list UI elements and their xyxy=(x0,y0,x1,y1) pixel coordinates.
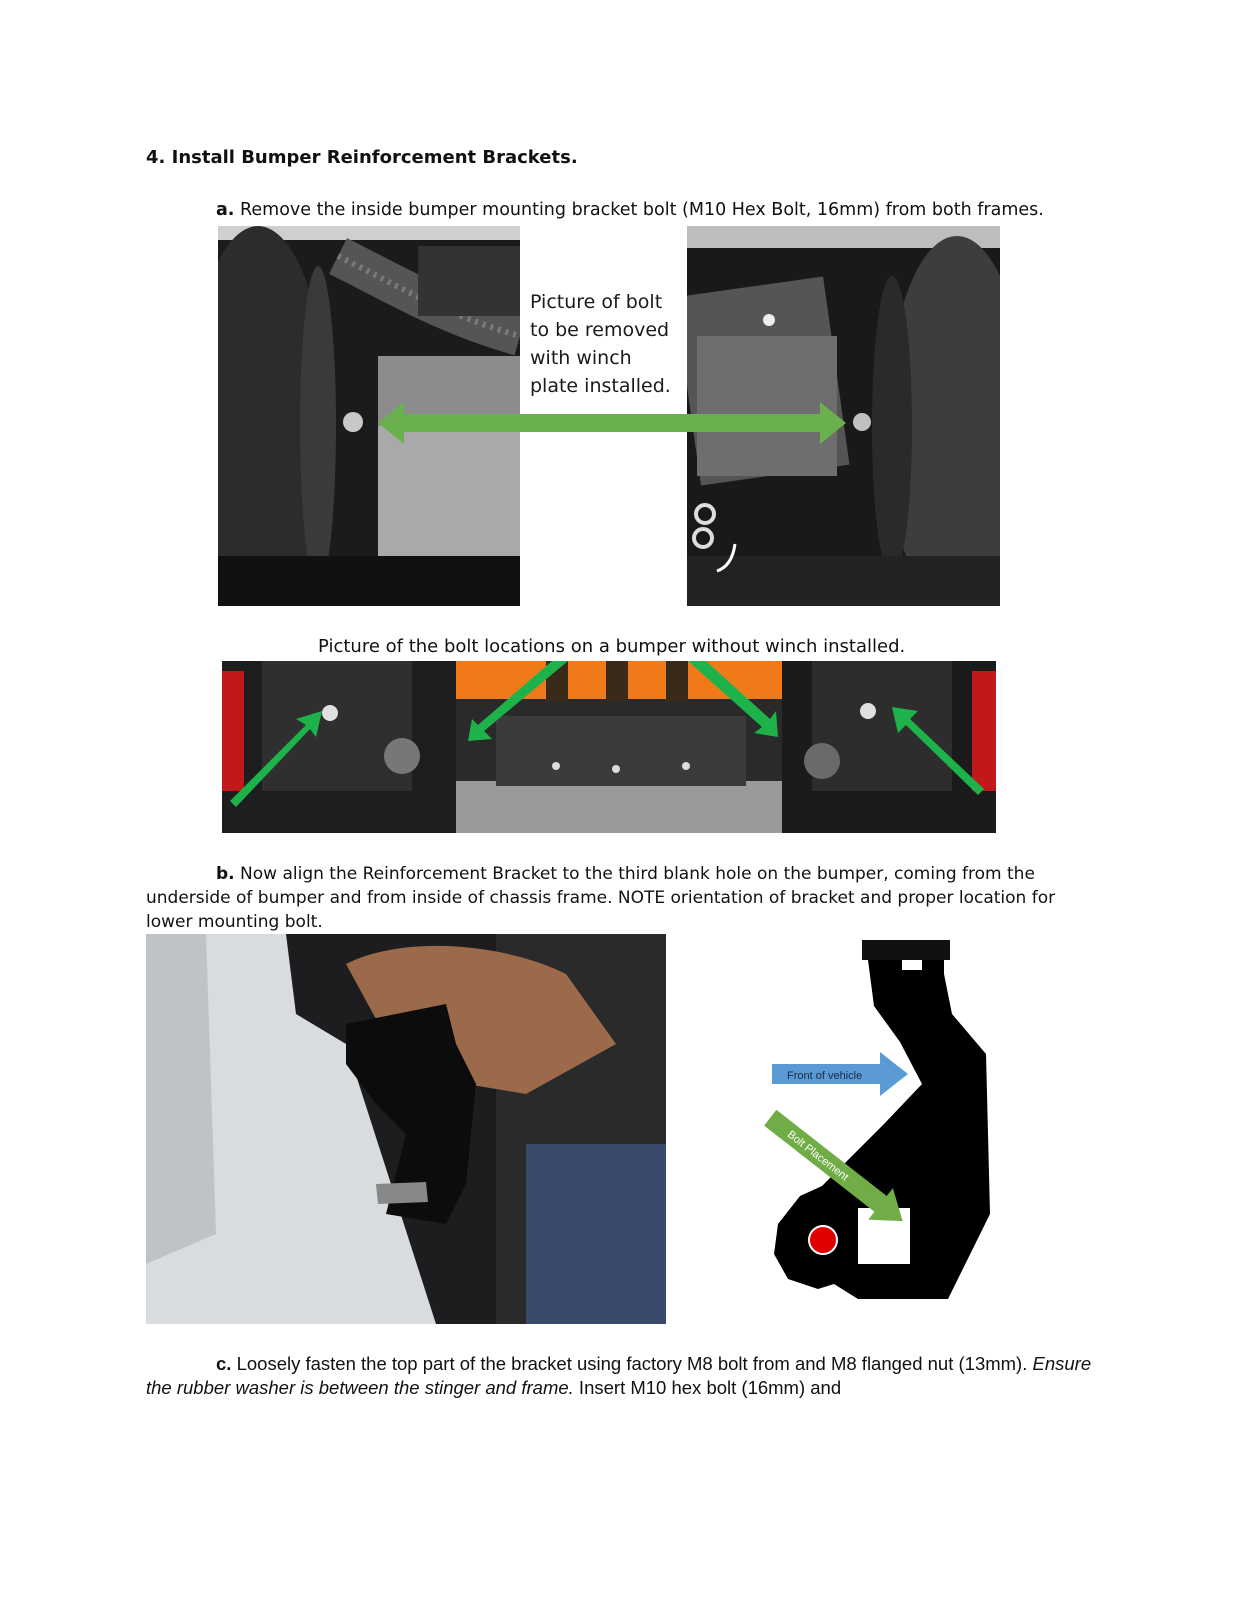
callout-line: Picture of bolt xyxy=(530,291,663,313)
left-bolt-location-photo xyxy=(222,661,456,833)
section-heading: 4. Install Bumper Reinforcement Brackets. xyxy=(146,147,578,168)
step-b-label: b. xyxy=(216,864,235,884)
front-of-vehicle-label: Front of vehicle xyxy=(787,1070,863,1082)
bracket-top-tab xyxy=(862,940,950,960)
step-c-body2: Insert M10 hex bolt (16mm) and xyxy=(573,1377,842,1398)
without-winch-caption: Picture of the bolt locations on a bumper without winch installed. xyxy=(318,636,906,657)
bolt-marker xyxy=(809,1226,837,1254)
step-c-body1: Loosely fasten the top part of the bracket using factory M8 bolt from and M8 flanged nut (13mm). xyxy=(231,1353,1033,1374)
step-a-text xyxy=(216,200,1044,220)
step-a-label: a. xyxy=(216,200,235,220)
bolt-callout xyxy=(530,288,671,400)
center-bolt-location-photo xyxy=(456,661,782,833)
callout-line: to be removed xyxy=(530,319,670,341)
callout-line: plate installed. xyxy=(530,375,671,397)
step-b-text xyxy=(146,862,1076,934)
bolt-placement-label: Bolt Placement xyxy=(784,1128,851,1184)
step-c-italic: Ensure the rubber washer is between the stinger and frame. xyxy=(146,1353,1092,1398)
right-bolt-location-photo xyxy=(782,661,996,833)
bracket-diagram xyxy=(668,934,998,1314)
callout-line: with winch xyxy=(530,347,632,369)
step-c-label: c. xyxy=(216,1353,232,1374)
bracket-top-slot xyxy=(902,960,922,970)
step-b-body: Now align the Reinforcement Bracket to the third blank hole on the bumper, coming from the underside of bumper and from inside of chassis frame. NOTE orientation of bracket and proper location for lower mounting bolt. xyxy=(146,864,1056,932)
bracket-install-photo xyxy=(146,934,666,1324)
step-c-text xyxy=(146,1352,1096,1400)
double-arrow-icon xyxy=(378,402,846,444)
step-a-body: Remove the inside bumper mounting bracket bolt (M10 Hex Bolt, 16mm) from both frames. xyxy=(234,200,1044,220)
